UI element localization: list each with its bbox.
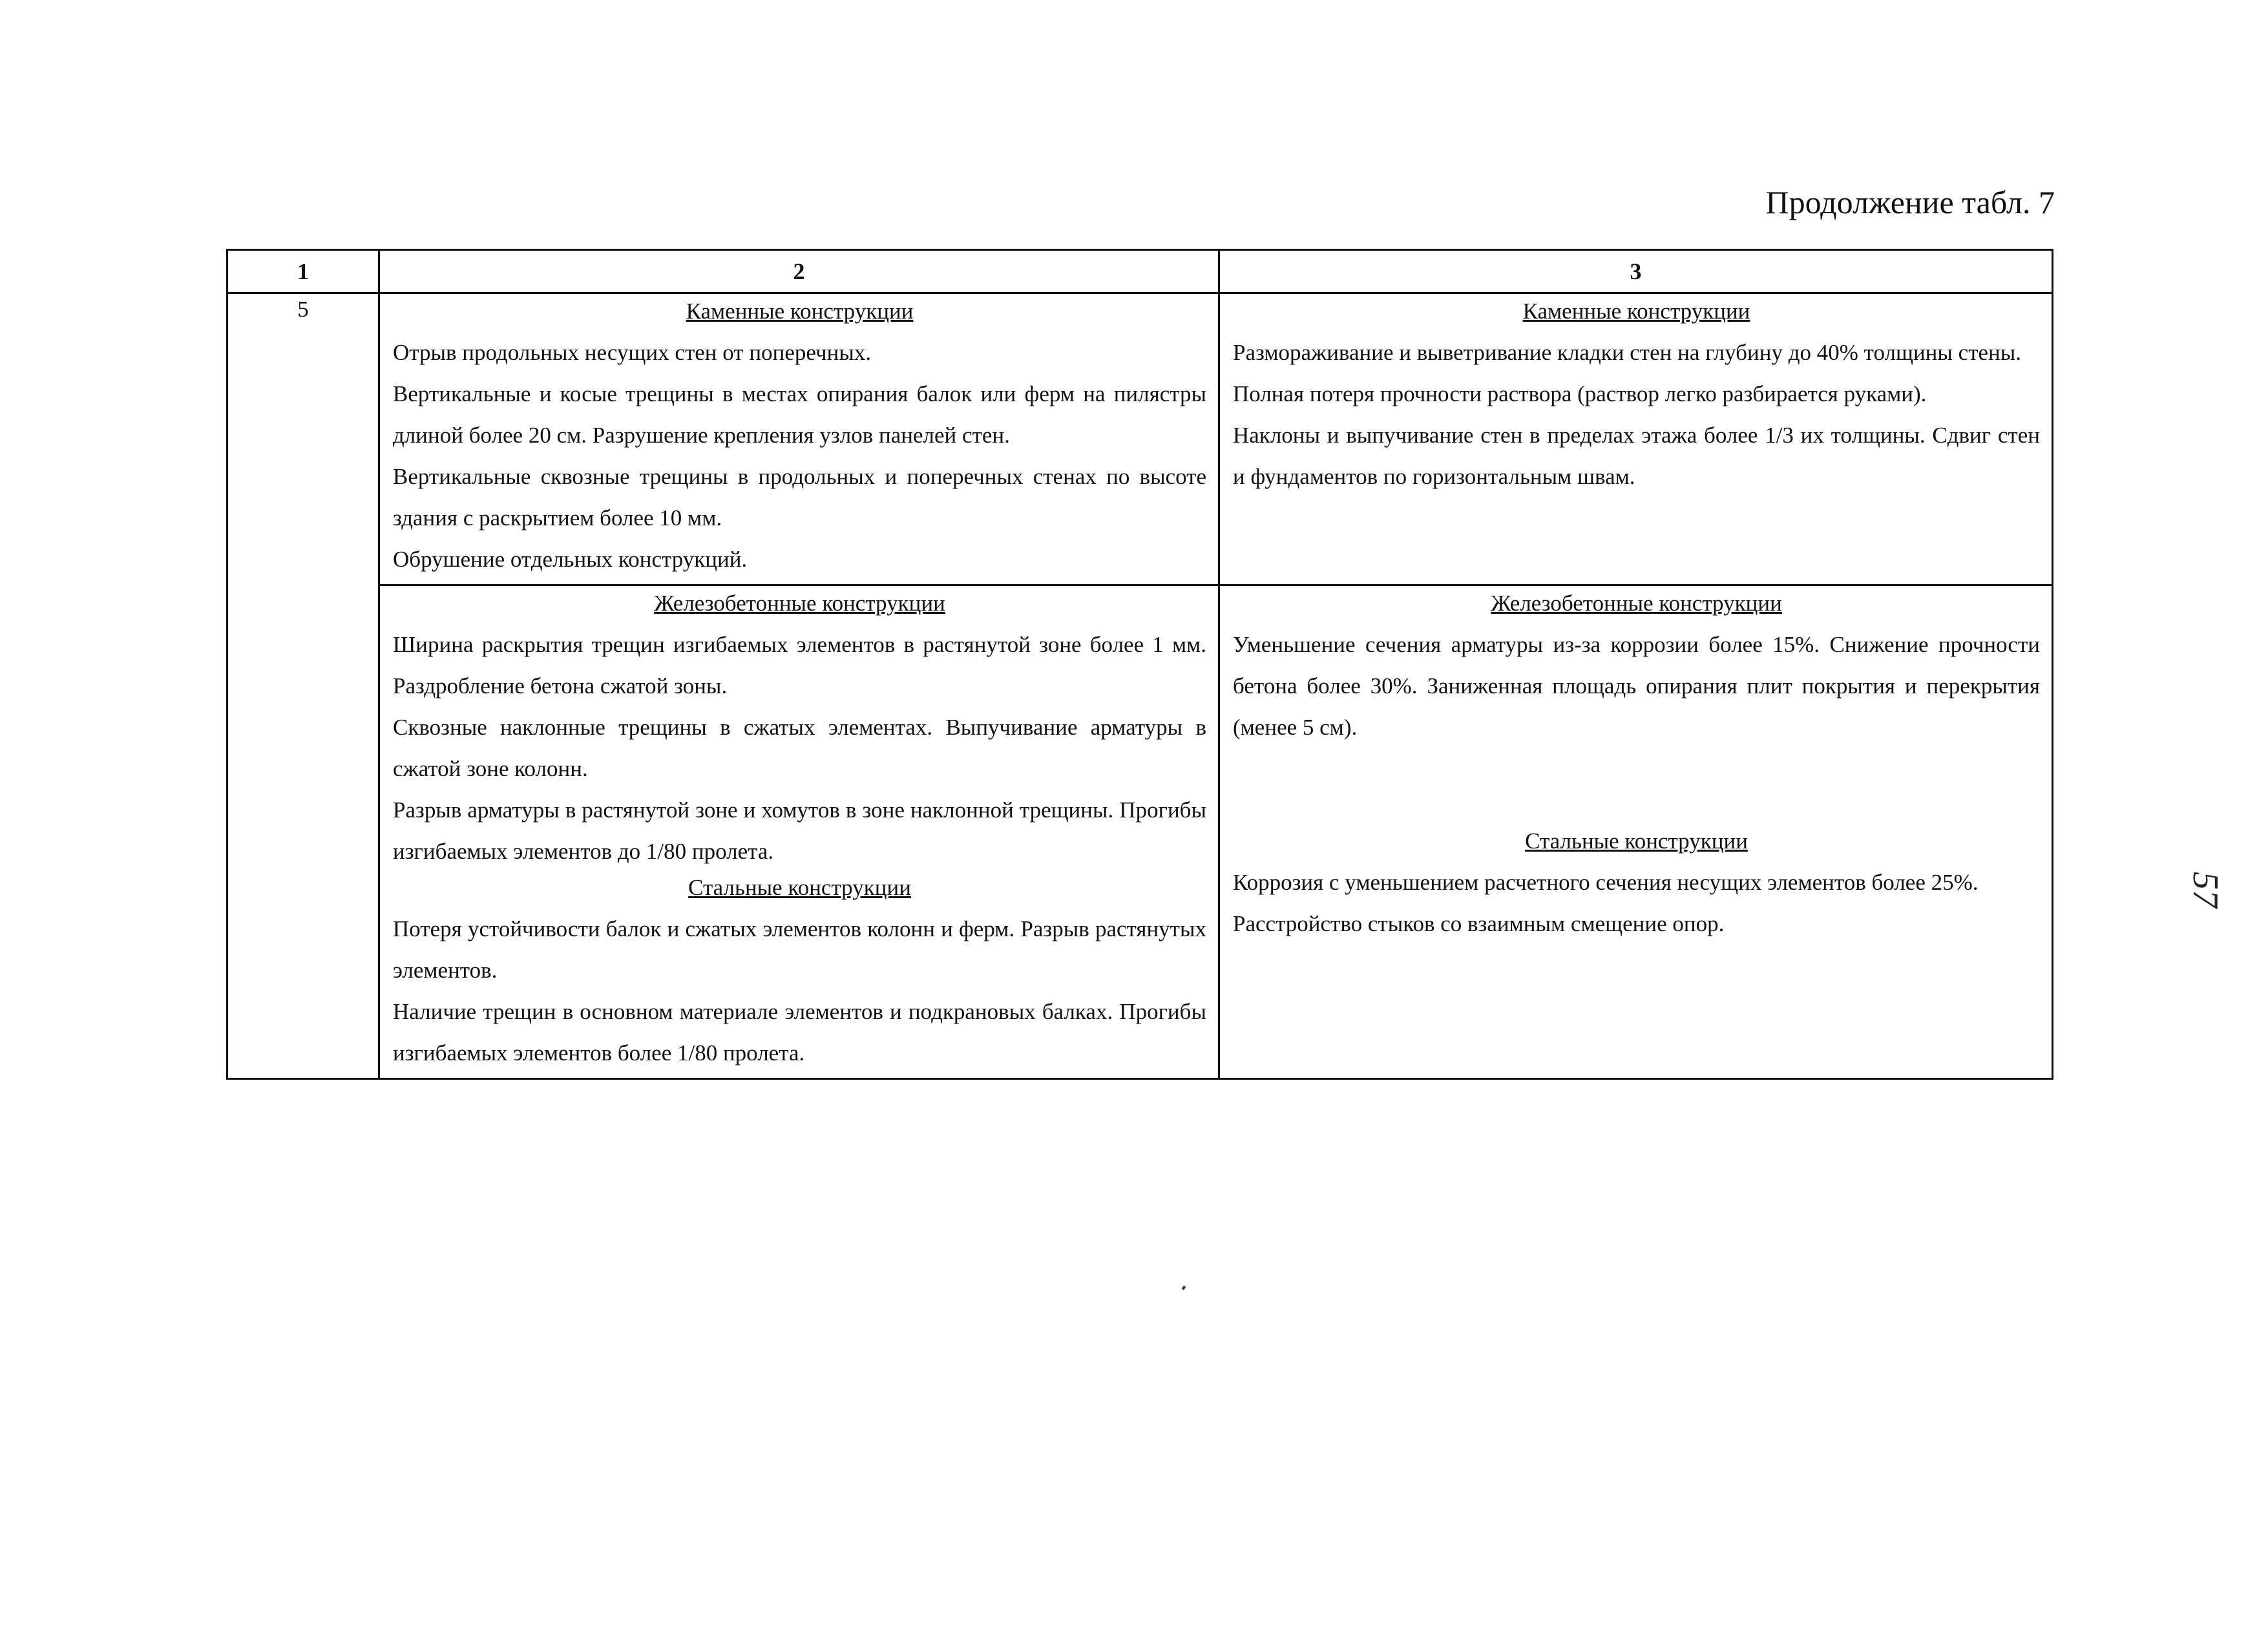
scan-speck	[1182, 1285, 1186, 1290]
header-col-1: 1	[227, 250, 379, 293]
section-title-concrete-right: Железобетонные конструкции	[1491, 591, 1782, 616]
list-item: Размораживание и выветривание кладки стен на глубину до 40% толщины стены.	[1233, 340, 2022, 365]
row-number: 5	[297, 297, 309, 322]
table-row	[227, 293, 2053, 585]
header-col-3: 3	[1219, 250, 2053, 293]
list-item: Полная потеря прочности раствора (раствор легко разбирается руками).	[1233, 381, 1927, 406]
damage-criteria-table	[226, 249, 2053, 1080]
header-col-2: 2	[379, 250, 1219, 293]
stone-signs-cell	[379, 293, 1219, 585]
list-item: Расстройство стыков со взаимным смещение опор.	[1233, 911, 1725, 936]
concrete-steel-signs-cell	[379, 585, 1219, 1079]
section-title-stone: Каменные конструкции	[686, 299, 914, 324]
list-item: Ширина раскрытия трещин изгибаемых элементов в растянутой зоне более 1 мм. Раздробление бетона сжатой зоны.	[393, 632, 1206, 698]
list-item: Уменьшение сечения арматуры из-за коррозии более 15%. Снижение прочности бетона более 30%. Заниженная площадь опирания плит покрытия и перекрытия (менее 5 см).	[1233, 632, 2040, 740]
list-item: Вертикальные и косые трещины в местах опирания балок или ферм на пилястры длиной более 20 см. Разрушение крепления узлов панелей стен.	[393, 381, 1206, 448]
stone-signs-cell-right	[1219, 293, 2053, 585]
list-item: Наличие трещин в основном материале элементов и подкрановых балках. Прогибы изгибаемых элементов более 1/80 пролета.	[393, 999, 1206, 1066]
list-item: Разрыв арматуры в растянутой зоне и хомутов в зоне наклонной трещины. Прогибы изгибаемых элементов до 1/80 пролета.	[393, 797, 1206, 864]
concrete-steel-signs-cell-right	[1219, 585, 2053, 1079]
section-title-stone-right: Каменные конструкции	[1522, 299, 1750, 324]
list-item: Отрыв продольных несущих стен от поперечных.	[393, 340, 872, 365]
section-title-steel: Стальные конструкции	[688, 875, 911, 900]
section-title-steel-right: Стальные конструкции	[1525, 828, 1748, 854]
spacer	[1233, 748, 2040, 826]
section-title-concrete: Железобетонные конструкции	[654, 591, 945, 616]
list-item: Коррозия с уменьшением расчетного сечения несущих элементов более 25%.	[1233, 870, 1979, 895]
page-number: 57	[2185, 872, 2225, 908]
list-item: Обрушение отдельных конструкций.	[393, 547, 748, 572]
table-row	[227, 585, 2053, 1079]
list-item: Сквозные наклонные трещины в сжатых элементах. Выпучивание арматуры в сжатой зоне колонн.	[393, 715, 1206, 781]
list-item: Потеря устойчивости балок и сжатых элементов колонн и ферм. Разрыв растянутых элементов.	[393, 916, 1206, 983]
row-number-cell	[227, 293, 379, 1079]
table-header-row	[227, 250, 2053, 293]
list-item: Вертикальные сквозные трещины в продольных и поперечных стенах по высоте здания с раскрытием более 10 мм.	[393, 464, 1206, 530]
table-continuation-caption: Продолжение табл. 7	[1765, 184, 2055, 220]
list-item: Наклоны и выпучивание стен в пределах этажа более 1/3 их толщины. Сдвиг стен и фундаментов по горизонтальным швам.	[1233, 423, 2040, 489]
